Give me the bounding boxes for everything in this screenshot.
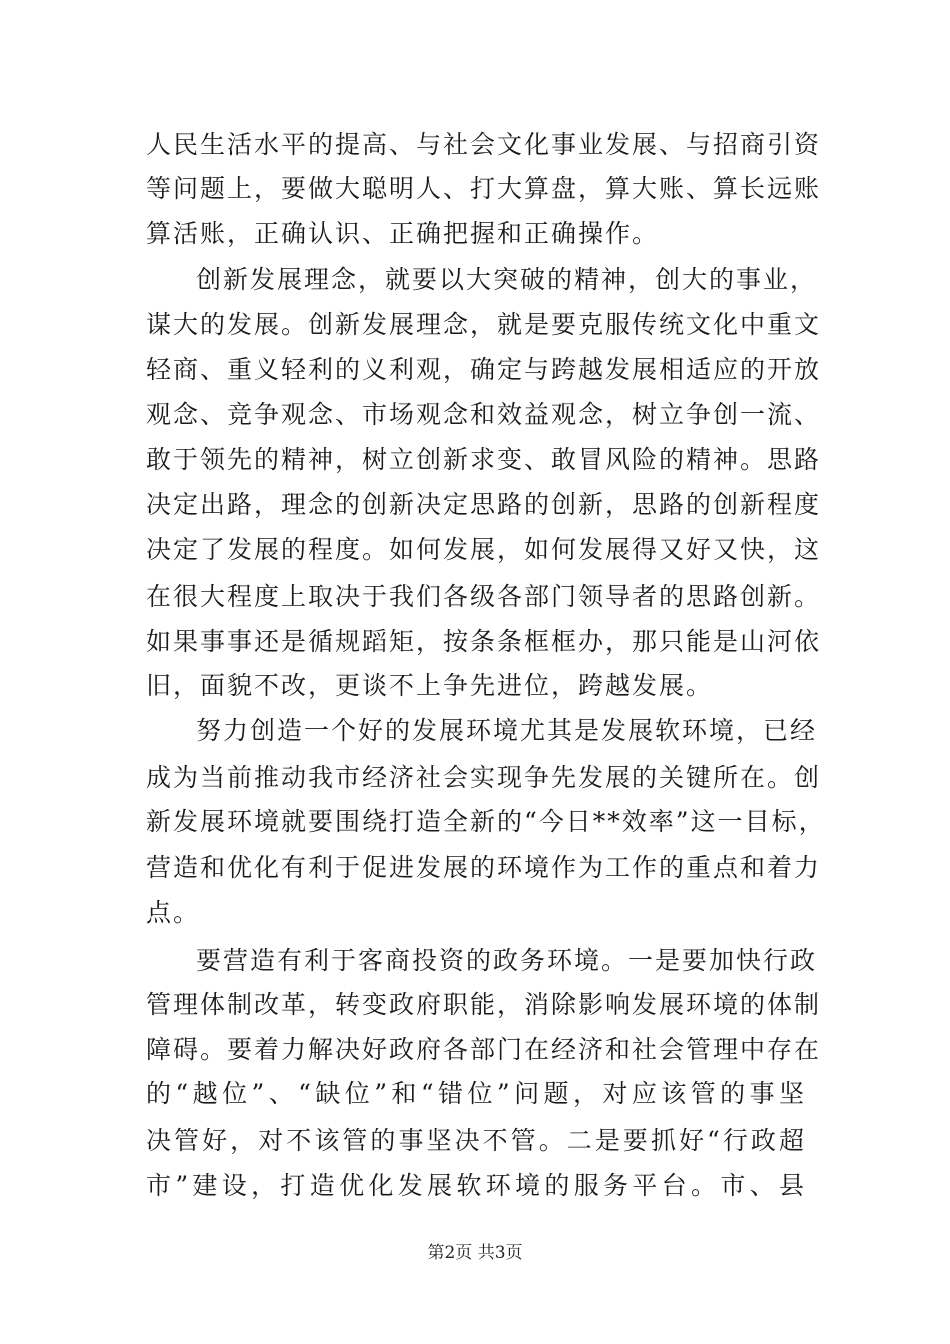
paragraph-line: 人民生活水平的提高、与社会文化事业发展、与招商引资 [146, 130, 822, 159]
paragraph-line: 市”建设，打造优化发展软环境的服务平台。市、县 [146, 1171, 806, 1200]
paragraph-line: 努力创造一个好的发展环境尤其是发展软环境，已经 [196, 716, 818, 745]
page-footer: 第2页 共3页 [427, 1243, 523, 1263]
paragraph-line: 决定了发展的程度。如何发展，如何发展得又好又快，这 [146, 535, 822, 564]
paragraph-line: 管理体制改革，转变政府职能，消除影响发展环境的体制 [146, 990, 822, 1019]
paragraph-line: 算活账，正确认识、正确把握和正确操作。 [146, 219, 660, 248]
paragraph-line: 敢于领先的精神，树立创新求变、敢冒风险的精神。思路 [146, 445, 822, 474]
paragraph-line: 轻商、重义轻利的义利观，确定与跨越发展相适应的开放 [146, 355, 822, 384]
paragraph-line: 障碍。要着力解决好政府各部门在经济和社会管理中存在 [146, 1035, 822, 1064]
paragraph-line: 在很大程度上取决于我们各级各部门领导者的思路创新。 [146, 582, 822, 611]
paragraph-line: 等问题上，要做大聪明人、打大算盘，算大账、算长远账 [146, 174, 822, 203]
paragraph-line: 新发展环境就要围绕打造全新的“今日**效率”这一目标， [146, 807, 826, 836]
paragraph-line: 如果事事还是循规蹈矩，按条条框框办，那只能是山河依 [146, 627, 822, 656]
paragraph-line: 创新发展理念，就要以大突破的精神，创大的事业， [196, 265, 818, 294]
paragraph-line: 决管好，对不该管的事坚决不管。二是要抓好“行政超 [146, 1126, 806, 1155]
paragraph-line: 决定出路，理念的创新决定思路的创新，思路的创新程度 [146, 490, 822, 519]
paragraph-line: 旧，面貌不改，更谈不上争先进位，跨越发展。 [146, 671, 714, 700]
paragraph-line: 营造和优化有利于促进发展的环境作为工作的重点和着力 [146, 853, 822, 882]
paragraph-line: 观念、竞争观念、市场观念和效益观念，树立争创一流、 [146, 400, 822, 429]
paragraph-line: 要营造有利于客商投资的政务环境。一是要加快行政 [196, 946, 818, 975]
paragraph-line: 谋大的发展。创新发展理念，就是要克服传统文化中重文 [146, 310, 822, 339]
paragraph-line: 点。 [146, 898, 201, 927]
paragraph-line: 的“越位”、“缺位”和“错位”问题，对应该管的事坚 [146, 1079, 806, 1108]
paragraph-line: 成为当前推动我市经济社会实现争先发展的关键所在。创 [146, 763, 822, 792]
